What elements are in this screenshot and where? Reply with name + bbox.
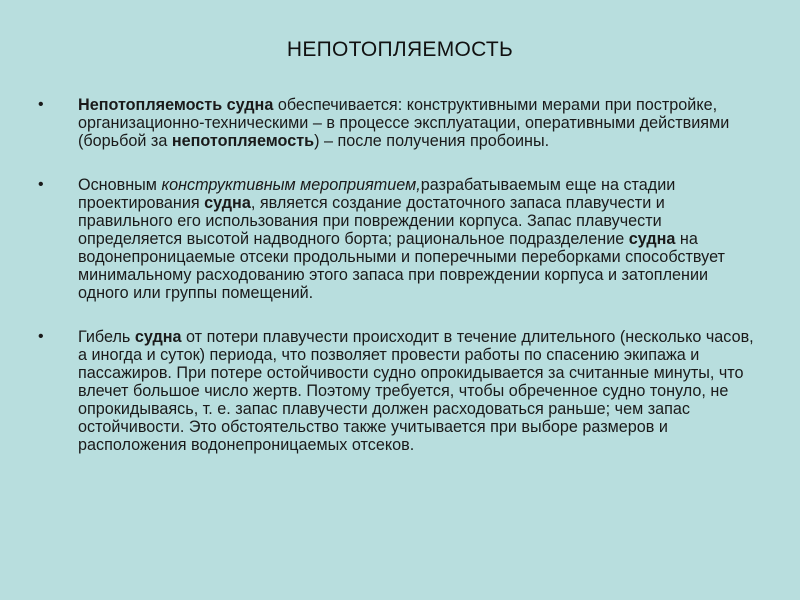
bold-term: судна	[628, 230, 676, 248]
bullet-icon: •	[38, 176, 44, 193]
paragraph-text	[78, 328, 754, 454]
bullet-list	[38, 96, 754, 480]
bold-term: судна	[204, 194, 251, 212]
slide-title: НЕПОТОПЛЯЕМОСТЬ	[286, 38, 514, 61]
bold-term: непотопляемость	[171, 132, 315, 150]
bold-term: судна	[134, 328, 182, 346]
bullet-item	[38, 328, 754, 454]
text-run: Гибель	[78, 328, 135, 346]
italic-term: конструктивным мероприятием,	[161, 176, 421, 194]
text-run: обеспечивается: конструктивными мерами при постройке, организационно-техническими – в процессе эксплуатации, оперативными действиями (борьбой за	[78, 96, 730, 150]
bullet-icon: •	[38, 96, 44, 113]
text-run: разрабатываемым еще на стадии проектирования	[78, 176, 676, 212]
text-run: ) – после получения пробоины.	[314, 132, 550, 150]
paragraph-text	[78, 96, 729, 150]
text-run: на водонепроницаемые отсеки продольными и поперечными переборками способствует минимальному расходованию этого запаса при повреждении корпуса и затоплении одного или группы помещений.	[78, 230, 725, 302]
bullet-item	[38, 96, 754, 150]
bullet-icon: •	[38, 328, 44, 345]
text-run: Основным	[78, 176, 162, 194]
text-run: , является создание достаточного запаса плавучести и правильного его использования при повреждении корпуса. Запас плавучести определяется высотой надводного борта; рациональное подразделение	[78, 194, 665, 248]
text-run: от потери плавучести происходит в течение длительного (несколько часов, а иногда и суток) периода, что позволяет провести работы по спасению экипажа и пассажиров. При потере остойчивости судно опрокидывается за считанные минуты, что влечет большое число жертв. Поэтому требуется, чтобы обреченное судно тонуло, не опрокидываясь, т. е. запас плавучести должен расходоваться раньше; чем запас остойчивости. Это обстоятельство также учитывается при выборе размеров и расположения водонепроницаемых отсеков.	[78, 328, 754, 454]
bold-term: Непотопляемость судна	[78, 96, 274, 114]
bullet-item	[38, 176, 754, 302]
paragraph-text	[78, 176, 725, 302]
